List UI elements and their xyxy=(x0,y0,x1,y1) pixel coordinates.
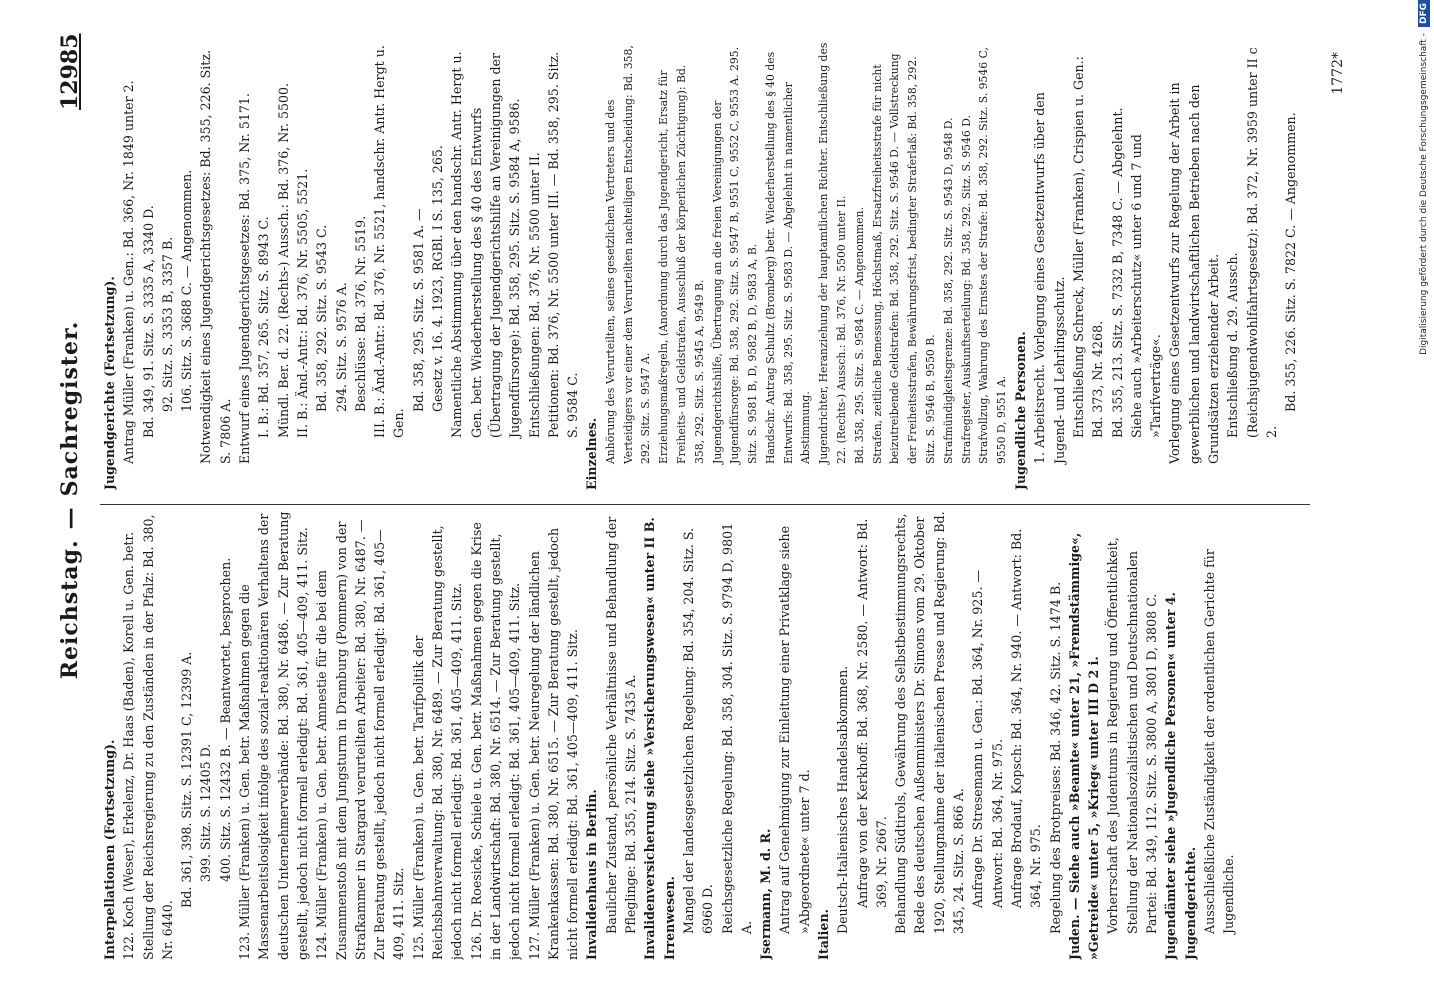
entry-text: 399. Sitz. S. 12405 D. xyxy=(198,743,214,882)
entry-text: Handschr. Antrag Schultz (Bromberg) betr. Wiederherstellung des § 40 des Entwurfs: Bd. 358, 295. Sitz. S. 9583 D. — Abgelehnt in namentlicher Abstimmung. xyxy=(763,51,813,464)
entry-text: Strafen, zeitliche Bemessung, Höchstmaß, Ersatzfreiheitsstrafe für nicht beizutreibende Geldstrafen: Bd. 358, 292. Sitz. S. 9546 D. — Vollstreckung der Freiheitsstrafen, Bewährungsfrist, bedingter Straferlaß: Bd. 358, 292. Sitz. S. 9546 B, 9550 B. xyxy=(870,53,938,464)
right-column xyxy=(100,40,1330,490)
entry-heading: Jsermann, M. d. R. xyxy=(758,828,774,960)
entry-text: 125. Müller (Franken) u. Gen. betr. Tarifpolitik der Reichsbahnverwaltung: Bd. 380, Nr. 6489. — Zur Beratung gestellt, jedoch nicht formell erledigt: Bd. 361, 405—409, 411. Sitz. xyxy=(410,525,465,960)
entry-text: 122. Koch (Weser), Erkelenz, Dr. Haas (Baden), Korell u. Gen. betr. Stellung der Reichsregierung zu den Zuständen in der Pfalz: Bd. 380, Nr. 6440. xyxy=(121,514,175,960)
header-left: Reichstag. xyxy=(57,539,83,680)
header-dash: — xyxy=(57,506,83,530)
entry-text: Gesetz v. 16. 4. 1923, RGBl. I S. 135, 265. xyxy=(430,145,446,412)
entry-heading: Invalidenhaus in Berlin. xyxy=(584,789,600,960)
entry-text: 127. Müller (Franken) u. Gen. betr. Neuregelung der ländlichen Krankenkassen: Bd. 380, Nr. 6515. — Zur Beratung gestellt, jedoch nicht formell erledigt: Bd. 361, 405—409, 411. Sitz. xyxy=(526,527,581,960)
entry-heading: Jugendgerichte. xyxy=(1182,846,1198,960)
entry-text: I. B.: Bd. 357, 265. Sitz. S. 8943 C. xyxy=(256,216,272,438)
entry-text: Petitionen: Bd. 376, Nr. 5500 unter III. — Bd. 358, 295. Sitz. S. 9584 C. xyxy=(545,51,581,438)
footer-number: 1772* xyxy=(1330,52,1346,95)
entry-text: Strafmündigkeitsgrenze: Bd. 358, 292. Sitz. S. 9543 D, 9548 D. xyxy=(941,117,955,464)
entry-text: III. B.: Änd.-Antr.: Bd. 376, Nr. 5521, handschr. Antr. Hergt u. Gen. xyxy=(372,45,407,438)
entry-text: Anfrage Dr. Stresemann u. Gen.: Bd. 364, Nr. 925. — Antwort: Bd. 364, Nr. 975. xyxy=(970,569,1005,908)
dfg-logo: DFG xyxy=(1418,0,1430,27)
entry-text: 294. Sitz. S. 9576 A. xyxy=(333,282,349,412)
entry-text: Bd. 358, 292. Sitz. S. 9543 C. xyxy=(314,224,330,412)
entry-heading: Jugendliche Personen. xyxy=(1013,331,1029,490)
entry-text: Behandlung Südtirols, Gewährung des Selbstbestimmungsrechts, Rede des deutschen Außenministers Dr. Simons vom 29. Oktober 1920, Stellungnahme der italienischen Presse und Regierung: Bd. 345, 24. Sitz. S. 866 A. xyxy=(893,511,967,934)
entry-text: Anfrage von der Kerkhoff: Bd. 368, Nr. 2580. — Antwort: Bd. 369, Nr. 2667. xyxy=(854,518,889,908)
entry-text: II. B.: Änd.-Antr.: Bd. 376, Nr. 5505, 5521. xyxy=(294,168,310,438)
entry-text: Entwurf eines Jugendgerichtsgesetzes: Bd. 375, Nr. 5171. xyxy=(237,93,253,464)
entry-text: Bd. 358, 295. Sitz. S. 9584 C. — Angenommen. xyxy=(852,207,866,464)
entry-text: Strafregister, Auskunftserteilung: Bd. 358, 292. Sitz. S. 9546 D. xyxy=(959,115,973,464)
entry-text: Anfrage Brodauf, Kopsch: Bd. 364, Nr. 940. — Antwort: Bd. 364, Nr. 975. xyxy=(1008,528,1044,908)
entry-text: 1. Arbeitsrecht. Vorlegung eines Gesetzentwurfs über den Jugend- und Lehrlingsschutz. xyxy=(1032,92,1067,464)
entry-text: Siehe auch »Arbeiterschutz« unter 6 und 7 und »Tarifverträge«. xyxy=(1128,134,1164,438)
entry-text: Namentliche Abstimmung über den handschr. Antr. Hergt u. Gen. betr. Wiederherstellung des § 40 des Entwurfs (Übertragung der Jugendgerichtshilfe an Vereinigungen der Jugendfürsorge): Bd. 358, 295. Sitz. S. 9584 A, 9586. xyxy=(449,51,523,438)
entry-text: Bd. 361, 398. Sitz. S. 12391 C, 12399 A. xyxy=(179,651,195,908)
entry-text: Mündl. Ber. d. 22. (Rechts-) Aussch.: Bd. 376, Nr. 5500. xyxy=(275,83,291,438)
side-credit xyxy=(1414,0,1434,1000)
entry-text: Notwendigkeit eines Jugendgerichtsgesetzes: Bd. 355, 226. Sitz. S. 7806 A. xyxy=(198,50,233,464)
column-divider xyxy=(100,504,1310,505)
entry-text: Erziehungsmaßregeln, (Anordnung durch das Jugendgericht, Ersatz für Freiheits- und Geldstrafen, Ausschluß der körperlichen Züchtigung): Bd. 358, 292. Sitz. S. 9545 A, 9549 B. xyxy=(657,64,706,464)
entry-text: Bd. 349, 91. Sitz. S. 3335 A, 3340 D. xyxy=(140,205,156,438)
entry-text: 124. Müller (Franken) u. Gen. betr. Amnestie für die bei dem Zusammenstoß mit dem Jungsturm in Dramburg (Pommern) von der Strafkammer in Stargard verurteilten Arbeiter: Bd. 380, Nr. 6487. — Zur Beratung gestellt, jedoch nicht formell erledigt: Bd. 361, 405—409, 411. Sitz. xyxy=(314,519,407,960)
entry-text: Antrag auf Genehmigung zur Einleitung einer Privatklage siehe »Abgeordnete« unter 7 d. xyxy=(777,525,812,934)
entry-text: 123. Müller (Franken) u. Gen. betr. Maßnahmen gegen die Massenarbeitslosigkeit infolge des sozial-reaktionären Verhaltens der deutschen Unternehmerverbände: Bd. 380, Nr. 6486. — Zur Beratung gestellt, jedoch nicht formell erledigt: Bd. 361, 405—409, 411. Sitz. xyxy=(237,511,310,960)
entry-text: Entschließung Schreck, Müller (Franken), Crispien u. Gen.: Bd. 373, Nr. 4268. xyxy=(1070,56,1106,438)
page-header xyxy=(40,0,100,1000)
entry-text: Jugendgerichtshilfe, Übertragung an die freien Vereinigungen der Jugendfürsorge: Bd. 358, 292. Sitz. S. 9547 B, 9551 C, 9552 C, 9553 A. 295. Sitz. S. 9581 B, D, 9582 B, D, 9583 A, B. xyxy=(710,46,760,464)
entry-text: Strafvollzug, Wahrung des Ernstes der Strafe: Bd. 358, 292. Sitz. S. 9546 C, 9550 D, 9551 A. xyxy=(977,47,1009,464)
entry-text: Entschließungen: Bd. 376, Nr. 5500 unter II. xyxy=(526,152,542,438)
entry-text: Vorherrschaft des Judentums in Regierung und Öffentlichkeit, Stellung der Nationalsozialistischen und Deutschnationalen Partei: Bd. 349, 112. Sitz. S. 3800 A, 3801 D, 3808 C. xyxy=(1105,537,1160,934)
entry-text: Antrag Müller (Franken) u. Gen.: Bd. 366, Nr. 1849 unter 2. xyxy=(121,80,137,464)
entry-text: 106. Sitz. S. 3688 C. — Angenommen. xyxy=(179,169,195,412)
entry-text: Baulicher Zustand, persönliche Verhältnisse und Behandlung der Pfleglinge: Bd. 355, 214. Sitz. S. 7435 A. xyxy=(603,516,639,934)
entry-text: Ausschließliche Zuständigkeit der ordentlichen Gerichte für Jugendliche. xyxy=(1201,549,1237,934)
side-credit-text: Digitalisierung gefördert durch die Deutsche Forschungsgemeinschaft - xyxy=(1419,33,1429,355)
entry-heading: Juden. — Siehe auch »Beamte« unter 21, »Fremdstämmige«, »Getreide« unter 5, »Krieg« unter III D 2 i. xyxy=(1066,532,1102,960)
page-number: 12985 xyxy=(57,33,83,110)
entry-heading: Interpellationen (Fortsetzung). xyxy=(102,739,117,960)
entry-heading: Jugendgerichte (Fortsetzung). xyxy=(102,276,117,490)
header-right: Sachregister. xyxy=(57,320,83,497)
entry-heading: Irrenwesen. xyxy=(661,876,677,960)
entry-text: Entschließung d. 29. Aussch. (Reichsjugendwohlfahrtsgesetz): Bd. 372, Nr. 3959 unter II c 2. xyxy=(1225,47,1279,438)
entry-text: 400. Sitz. S. 12432 B. — Beantwortet, besprochen. xyxy=(217,557,233,882)
entry-heading: Italien. xyxy=(815,909,831,960)
entry-text: Beschlüsse: Bd. 376, Nr. 5519. xyxy=(352,215,368,412)
entry-text: 126. Dr. Roesicke, Schiele u. Gen. betr. Maßnahmen gegen die Krise in der Landwirtschaft: Bd. 380, Nr. 6514. — Zur Beratung gestellt, jedoch nicht formell erledigt: Bd. 361, 405—409, 411. Sitz. xyxy=(468,522,523,960)
entry-text: Vorlegung eines Gesetzentwurfs zur Regelung der Arbeit in gewerblichen und landwirtschaftlichen Betrieben nach den Grundsätzen erziehender Arbeit. xyxy=(1167,82,1222,464)
left-column xyxy=(100,510,1330,960)
entry-text: Mangel der landesgesetzlichen Regelung: Bd. 354, 204. Sitz. S. 6960 D. xyxy=(680,527,716,934)
entry-text: Jugendrichter, Heranziehung der hauptamtlichen Richter. Entschließung des 22. (Rechts-) Aussch.: Bd. 376, Nr. 5500 unter II. xyxy=(817,42,849,464)
entry-heading: Invalidenversicherung siehe »Versicherungswesen« unter II B. xyxy=(642,517,658,960)
entry-text: Regelung des Brotpreises: Bd. 346, 42. Sitz. S. 1474 B. xyxy=(1047,581,1063,934)
entry-heading: Jugendämter siehe »Jugendliche Personen« unter 4. xyxy=(1163,592,1179,960)
entry-text: Bd. 355, 226. Sitz. S. 7822 C. — Angenommen. xyxy=(1283,112,1299,412)
entry-text: Anhörung des Verurteilten, seines gesetzlichen Vertreters und des Verteidigers vor einer dem Verurteilten nachteiligen Entscheidung: Bd. 358, 292. Sitz. S. 9547 A. xyxy=(603,45,653,464)
entry-text: Reichsgesetzliche Regelung: Bd. 358, 304. Sitz. S. 9794 D, 9801 A. xyxy=(719,522,754,934)
entry-text: Bd. 355, 213. Sitz. S. 7332 B, 7348 C. — Abgelehnt. xyxy=(1109,107,1125,438)
entry-heading: Einzelnes. xyxy=(584,417,600,490)
entry-text: 92. Sitz. S. 3353 B, 3357 B. xyxy=(159,236,175,412)
entry-text: Deutsch-Italienisches Handelsabkommen. xyxy=(835,665,851,934)
entry-text: Bd. 358, 295. Sitz. S. 9581 A. — xyxy=(410,208,426,412)
